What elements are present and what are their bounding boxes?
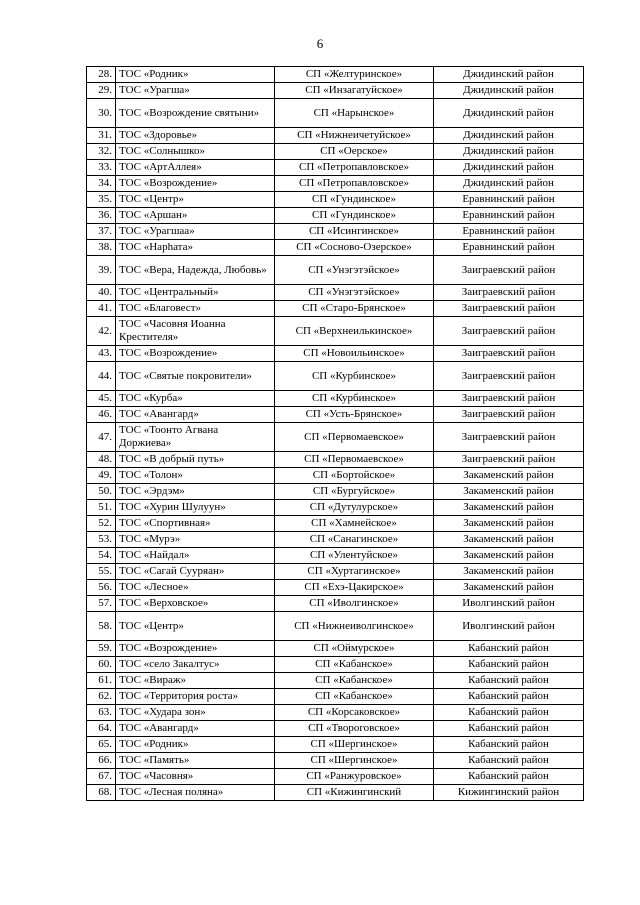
district-cell: Иволгинский район (434, 612, 584, 641)
row-number-cell: 40. (87, 285, 116, 301)
tos-name-cell: ТОС «Эрдэм» (116, 484, 275, 500)
district-cell: Джидинский район (434, 176, 584, 192)
district-cell: Еравнинский район (434, 208, 584, 224)
table-row (87, 673, 584, 689)
table-row (87, 785, 584, 801)
tos-name-cell: ТОС «Спортивная» (116, 516, 275, 532)
settlement-cell: СП «Первомаевское» (275, 423, 434, 452)
settlement-cell: СП «Курбинское» (275, 362, 434, 391)
row-number-cell: 41. (87, 301, 116, 317)
row-number-cell: 31. (87, 128, 116, 144)
table-row (87, 596, 584, 612)
tos-name-cell: ТОС «Найдал» (116, 548, 275, 564)
tos-name-cell: ТОС «Вера, Надежда, Любовь» (116, 256, 275, 285)
tos-name-cell: ТОС «Тоонто Агвана Доржиева» (116, 423, 275, 452)
district-cell: Заиграевский район (434, 301, 584, 317)
district-cell: Еравнинский район (434, 240, 584, 256)
district-cell: Заиграевский район (434, 391, 584, 407)
row-number-cell: 67. (87, 769, 116, 785)
district-cell: Джидинский район (434, 144, 584, 160)
settlement-cell: СП «Кабанское» (275, 657, 434, 673)
table-row (87, 721, 584, 737)
tos-name-cell: ТОС «Верховское» (116, 596, 275, 612)
district-cell: Кабанский район (434, 689, 584, 705)
tos-name-cell: ТОС «Урагша» (116, 83, 275, 99)
tos-name-cell: ТОС «Память» (116, 753, 275, 769)
tos-name-cell: ТОС «Вираж» (116, 673, 275, 689)
row-number-cell: 52. (87, 516, 116, 532)
row-number-cell: 33. (87, 160, 116, 176)
district-cell: Закаменский район (434, 548, 584, 564)
table-row (87, 769, 584, 785)
row-number-cell: 42. (87, 317, 116, 346)
table-row (87, 753, 584, 769)
tos-name-cell: ТОС «Территория роста» (116, 689, 275, 705)
district-cell: Закаменский район (434, 580, 584, 596)
district-cell: Заиграевский район (434, 317, 584, 346)
table-row (87, 224, 584, 240)
table-row (87, 423, 584, 452)
tos-name-cell: ТОС «Авангард» (116, 721, 275, 737)
district-cell: Заиграевский район (434, 423, 584, 452)
row-number-cell: 68. (87, 785, 116, 801)
settlement-cell: СП «Унэгэтэйское» (275, 285, 434, 301)
row-number-cell: 63. (87, 705, 116, 721)
settlement-cell: СП «Нижнеичетуйское» (275, 128, 434, 144)
settlement-cell: СП «Петропавловское» (275, 176, 434, 192)
table-row (87, 657, 584, 673)
district-cell: Еравнинский район (434, 192, 584, 208)
row-number-cell: 57. (87, 596, 116, 612)
tos-name-cell: ТОС «Родник» (116, 737, 275, 753)
table-row (87, 641, 584, 657)
row-number-cell: 35. (87, 192, 116, 208)
table-row (87, 67, 584, 83)
tos-name-cell: ТОС «Святые покровители» (116, 362, 275, 391)
tos-name-cell: ТОС «Возрождение» (116, 641, 275, 657)
settlement-cell: СП «Желтуринское» (275, 67, 434, 83)
settlement-cell: СП «Курбинское» (275, 391, 434, 407)
settlement-cell: СП «Ехэ-Цакирское» (275, 580, 434, 596)
row-number-cell: 55. (87, 564, 116, 580)
settlement-cell: СП «Хамнейское» (275, 516, 434, 532)
tos-name-cell: ТОС «Мурэ» (116, 532, 275, 548)
tos-name-cell: ТОС «Центральный» (116, 285, 275, 301)
row-number-cell: 58. (87, 612, 116, 641)
tos-name-cell: ТОС «Центр» (116, 612, 275, 641)
row-number-cell: 32. (87, 144, 116, 160)
district-cell: Кабанский район (434, 705, 584, 721)
district-cell: Заиграевский район (434, 346, 584, 362)
district-cell: Кабанский район (434, 753, 584, 769)
settlement-cell: СП «Первомаевское» (275, 452, 434, 468)
settlement-cell: СП «Унэгэтэйское» (275, 256, 434, 285)
settlement-cell: СП «Ранжуровское» (275, 769, 434, 785)
row-number-cell: 54. (87, 548, 116, 564)
settlement-cell: СП «Нарынское» (275, 99, 434, 128)
district-cell: Кабанский район (434, 769, 584, 785)
row-number-cell: 60. (87, 657, 116, 673)
settlement-cell: СП «Шергинское» (275, 753, 434, 769)
row-number-cell: 59. (87, 641, 116, 657)
settlement-cell: СП «Бургуйское» (275, 484, 434, 500)
tos-name-cell: ТОС «Авангард» (116, 407, 275, 423)
table-row (87, 99, 584, 128)
row-number-cell: 47. (87, 423, 116, 452)
district-cell: Кабанский район (434, 641, 584, 657)
tos-registry-table (86, 66, 584, 801)
district-cell: Джидинский район (434, 128, 584, 144)
row-number-cell: 43. (87, 346, 116, 362)
tos-name-cell: ТОС «Лесное» (116, 580, 275, 596)
table-row (87, 532, 584, 548)
row-number-cell: 61. (87, 673, 116, 689)
district-cell: Заиграевский район (434, 452, 584, 468)
table-row (87, 484, 584, 500)
row-number-cell: 36. (87, 208, 116, 224)
table-row (87, 346, 584, 362)
settlement-cell: СП «Шергинское» (275, 737, 434, 753)
tos-name-cell: ТОС «Часовня» (116, 769, 275, 785)
district-cell: Джидинский район (434, 67, 584, 83)
table-row (87, 452, 584, 468)
settlement-cell: СП «Усть-Брянское» (275, 407, 434, 423)
row-number-cell: 39. (87, 256, 116, 285)
row-number-cell: 66. (87, 753, 116, 769)
tos-name-cell: ТОС «Урагшаа» (116, 224, 275, 240)
settlement-cell: СП «Хуртагинское» (275, 564, 434, 580)
tos-name-cell: ТОС «Центр» (116, 192, 275, 208)
district-cell: Джидинский район (434, 99, 584, 128)
district-cell: Джидинский район (434, 160, 584, 176)
tos-name-cell: ТОС «Солнышко» (116, 144, 275, 160)
row-number-cell: 49. (87, 468, 116, 484)
table-row (87, 391, 584, 407)
district-cell: Кабанский район (434, 673, 584, 689)
settlement-cell: СП «Бортойское» (275, 468, 434, 484)
tos-name-cell: ТОС «Курба» (116, 391, 275, 407)
row-number-cell: 29. (87, 83, 116, 99)
district-cell: Кижингинский район (434, 785, 584, 801)
table-row (87, 548, 584, 564)
district-cell: Закаменский район (434, 532, 584, 548)
district-cell: Кабанский район (434, 721, 584, 737)
tos-name-cell: ТОС «Аршан» (116, 208, 275, 224)
table-row (87, 176, 584, 192)
tos-name-cell: ТОС «Худара зон» (116, 705, 275, 721)
settlement-cell: СП «Оерское» (275, 144, 434, 160)
tos-name-cell: ТОС «Родник» (116, 67, 275, 83)
row-number-cell: 38. (87, 240, 116, 256)
settlement-cell: СП «Гундинское» (275, 208, 434, 224)
table-body (87, 67, 584, 801)
row-number-cell: 48. (87, 452, 116, 468)
tos-name-cell: ТОС «Здоровье» (116, 128, 275, 144)
table-row (87, 128, 584, 144)
tos-name-cell: ТОС «Хурин Шулуун» (116, 500, 275, 516)
row-number-cell: 65. (87, 737, 116, 753)
settlement-cell: СП «Кабанское» (275, 689, 434, 705)
row-number-cell: 37. (87, 224, 116, 240)
table-row (87, 468, 584, 484)
table-row (87, 737, 584, 753)
row-number-cell: 64. (87, 721, 116, 737)
tos-name-cell: ТОС «Лесная поляна» (116, 785, 275, 801)
tos-name-cell: ТОС «Часовня Иоанна Крестителя» (116, 317, 275, 346)
settlement-cell: СП «Кабанское» (275, 673, 434, 689)
tos-name-cell: ТОС «Возрождение» (116, 176, 275, 192)
table-row (87, 564, 584, 580)
page-number: 6 (316, 36, 324, 51)
settlement-cell: СП «Иволгинское» (275, 596, 434, 612)
row-number-cell: 53. (87, 532, 116, 548)
tos-name-cell: ТОС «Возрождение святыни» (116, 99, 275, 128)
table-row (87, 256, 584, 285)
table-row (87, 208, 584, 224)
district-cell: Закаменский район (434, 516, 584, 532)
table-row (87, 580, 584, 596)
settlement-cell: СП «Оймурское» (275, 641, 434, 657)
tos-name-cell: ТОС «село Закалтус» (116, 657, 275, 673)
settlement-cell: СП «Дутулурское» (275, 500, 434, 516)
row-number-cell: 28. (87, 67, 116, 83)
settlement-cell: СП «Корсаковское» (275, 705, 434, 721)
district-cell: Закаменский район (434, 468, 584, 484)
row-number-cell: 50. (87, 484, 116, 500)
district-cell: Заиграевский район (434, 407, 584, 423)
district-cell: Джидинский район (434, 83, 584, 99)
settlement-cell: СП «Нижнеиволгинское» (275, 612, 434, 641)
district-cell: Заиграевский район (434, 285, 584, 301)
row-number-cell: 46. (87, 407, 116, 423)
table-row (87, 317, 584, 346)
tos-name-cell: ТОС «Сагай Сууряан» (116, 564, 275, 580)
table-row (87, 705, 584, 721)
row-number-cell: 51. (87, 500, 116, 516)
district-cell: Заиграевский район (434, 256, 584, 285)
table-row (87, 301, 584, 317)
district-cell: Заиграевский район (434, 362, 584, 391)
district-cell: Кабанский район (434, 657, 584, 673)
settlement-cell: СП «Гундинское» (275, 192, 434, 208)
row-number-cell: 45. (87, 391, 116, 407)
district-cell: Еравнинский район (434, 224, 584, 240)
table-row (87, 144, 584, 160)
settlement-cell: СП «Верхнеилькинское» (275, 317, 434, 346)
district-cell: Закаменский район (434, 484, 584, 500)
settlement-cell: СП «Кижингинский (275, 785, 434, 801)
settlement-cell: СП «Сосново-Озерское» (275, 240, 434, 256)
row-number-cell: 44. (87, 362, 116, 391)
district-cell: Закаменский район (434, 564, 584, 580)
tos-name-cell: ТОС «Нарhата» (116, 240, 275, 256)
settlement-cell: СП «Новоильинское» (275, 346, 434, 362)
tos-name-cell: ТОС «АртАллея» (116, 160, 275, 176)
table-row (87, 516, 584, 532)
table-row (87, 160, 584, 176)
row-number-cell: 30. (87, 99, 116, 128)
settlement-cell: СП «Инзагатуйское» (275, 83, 434, 99)
table-row (87, 192, 584, 208)
settlement-cell: СП «Исингинское» (275, 224, 434, 240)
row-number-cell: 62. (87, 689, 116, 705)
table-row (87, 83, 584, 99)
table-row (87, 285, 584, 301)
district-cell: Кабанский район (434, 737, 584, 753)
district-cell: Закаменский район (434, 500, 584, 516)
tos-name-cell: ТОС «Возрождение» (116, 346, 275, 362)
table-row (87, 362, 584, 391)
settlement-cell: СП «Твороговское» (275, 721, 434, 737)
settlement-cell: СП «Санагинское» (275, 532, 434, 548)
tos-name-cell: ТОС «Толон» (116, 468, 275, 484)
district-cell: Иволгинский район (434, 596, 584, 612)
settlement-cell: СП «Петропавловское» (275, 160, 434, 176)
table-row (87, 612, 584, 641)
settlement-cell: СП «Старо-Брянское» (275, 301, 434, 317)
tos-name-cell: ТОС «В добрый путь» (116, 452, 275, 468)
table-row (87, 240, 584, 256)
tos-name-cell: ТОС «Благовест» (116, 301, 275, 317)
row-number-cell: 56. (87, 580, 116, 596)
row-number-cell: 34. (87, 176, 116, 192)
settlement-cell: СП «Улентуйское» (275, 548, 434, 564)
table-row (87, 689, 584, 705)
table-row (87, 407, 584, 423)
table-row (87, 500, 584, 516)
